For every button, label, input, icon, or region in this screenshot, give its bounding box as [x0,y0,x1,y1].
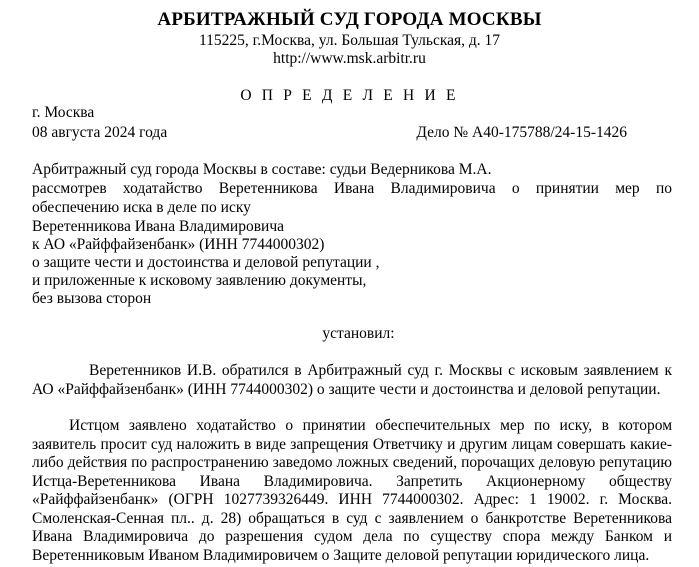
case-number: Дело № А40-175788/24-15-1426 [416,124,627,141]
intro-line-claim: обеспечению иска в деле по иску [32,199,251,216]
intro-line-no-parties: без вызова сторон [32,290,152,307]
document-type: О П Р Е Д Е Л Е Н И Е [240,87,459,104]
intro-line-subject: о защите чести и достоинства и деловой репутации , [32,254,380,271]
document-date: 08 августа 2024 года [32,124,168,141]
intro-line-judge: Арбитражный суд города Москвы в составе: судьи Ведерникова М.А. [32,161,492,178]
court-name: АРБИТРАЖНЫЙ СУД ГОРОДА МОСКВЫ [157,9,542,30]
intro-line-defendant: к АО «Райффайзенбанк» (ИНН 7744000302) [32,236,325,253]
body-paragraph-2: Истцом заявлено ходатайство о принятии обеспечительных мер по иску, в котором заявитель просит суд наложить в виде запрещения Ответчику и другим лицам совершать какие-либо действия по распространению заведомо ложных сведений, порочащих деловую репутацию Истца-Веретенникова Ивана Владимировича. Запретить Акционерному обществу «Райффайзенбанк» (ОГРН 1027739326449. ИНН 7744000302. Адрес: 1 19002. г. Москва. Смоленская-Сенная пл.. д. 28) обращаться в суд с заявлением о банкротстве Веретенникова Ивана Владимировича до разрешения судом дела по существу спора между Банком и Веретенниковым Иваном Владимировичем о Защите деловой репутации юридического лица. [32,417,672,564]
intro-line-plaintiff: Веретенникова Ивана Владимировича [32,218,285,235]
document-city: г. Москва [32,104,95,121]
body-paragraph-1: Веретенников И.В. обратился в Арбитражный суд г. Москвы с исковым заявлением к АО «Райффайзенбанк» (ИНН 7744000302) о защите чести и достоинства и деловой репутации. [32,362,672,398]
intro-line-documents: и приложенные к исковому заявлению документы, [32,272,367,289]
established-heading: установил: [322,325,395,342]
court-website: http://www.msk.arbitr.ru [273,50,426,67]
intro-line-motion: рассмотрев ходатайство Веретенникова Ивана Владимировича о принятии мер по [32,180,672,197]
court-address: 115225, г.Москва, ул. Большая Тульская, д. 17 [198,32,501,49]
